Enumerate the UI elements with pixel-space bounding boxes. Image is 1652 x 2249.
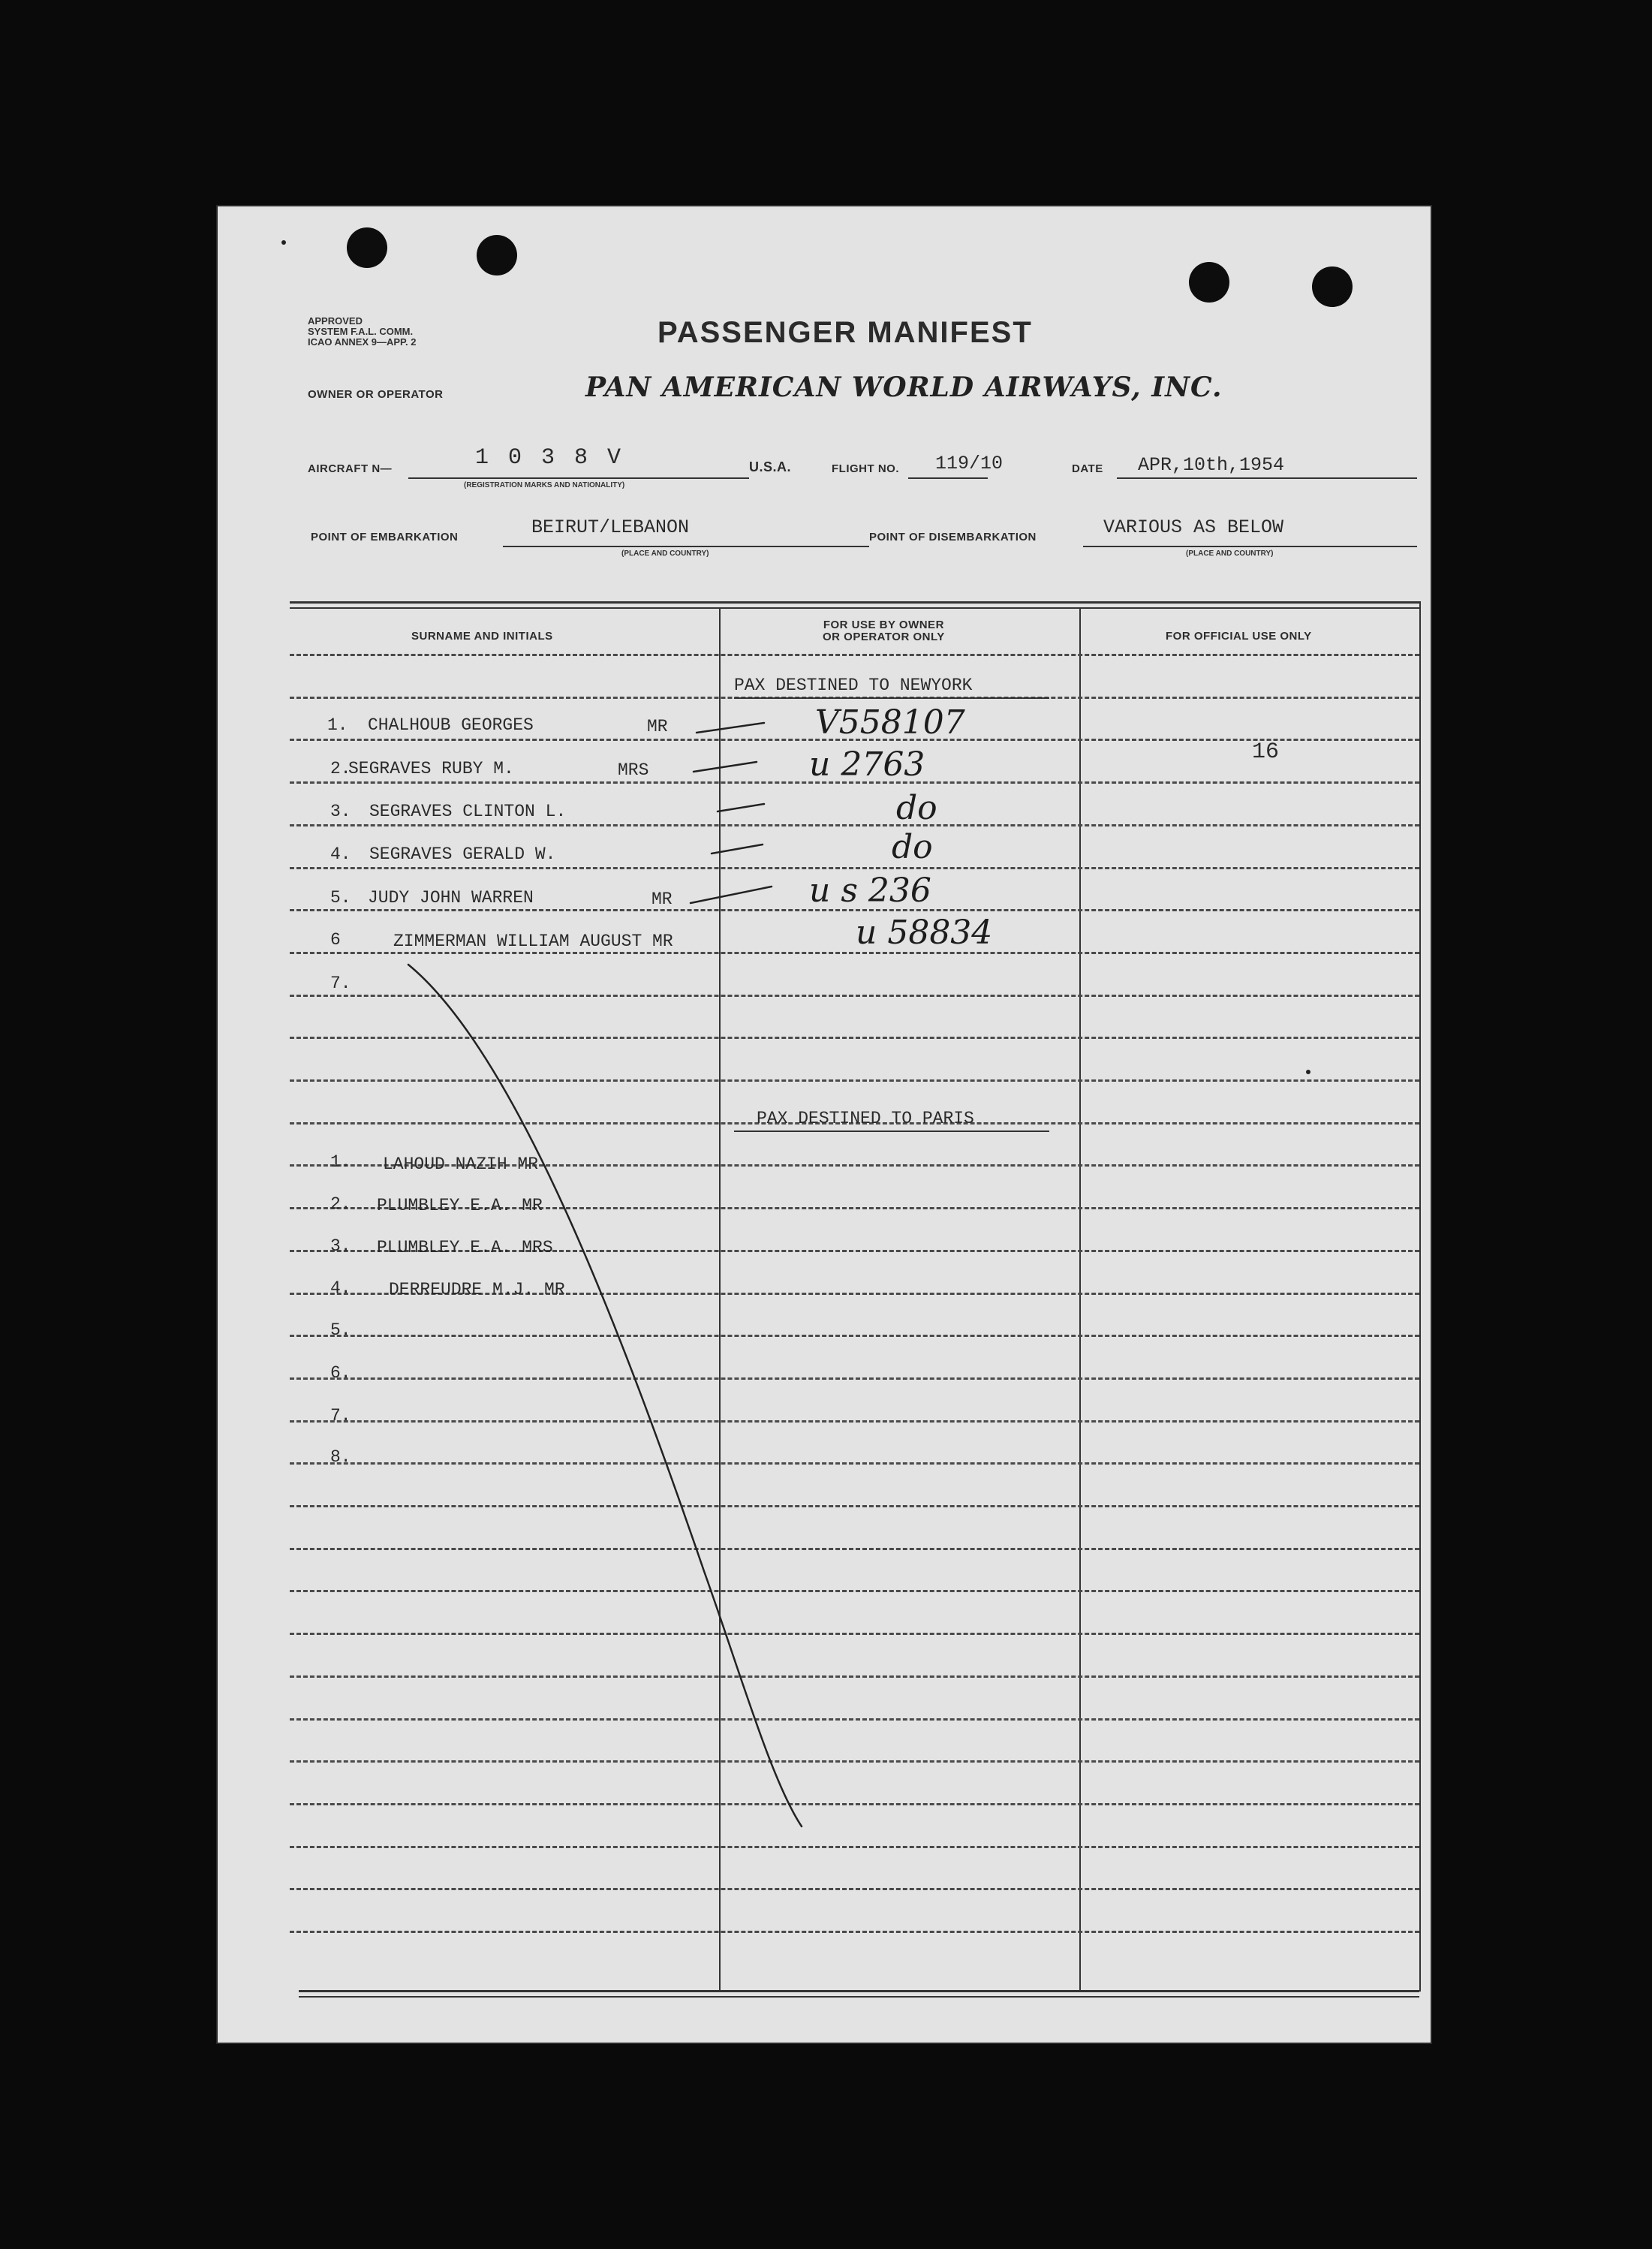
- disembark-value: VARIOUS AS BELOW: [1103, 516, 1284, 538]
- passport-note: u 58834: [856, 914, 993, 952]
- passenger-name: CHALHOUB GEORGES: [368, 715, 534, 735]
- passport-note: u s 236: [809, 872, 931, 910]
- list-item-number: 7.: [330, 1406, 351, 1426]
- owner-label: OWNER OR OPERATOR: [308, 388, 444, 401]
- approval-line: SYSTEM F.A.L. COMM.: [308, 326, 414, 337]
- passenger-name: SEGRAVES RUBY M.: [348, 759, 514, 778]
- passport-note: V558107: [815, 703, 965, 742]
- flight-date: APR,10th,1954: [1138, 454, 1285, 476]
- newyork-heading: PAX DESTINED TO NEWYORK: [734, 676, 973, 695]
- surname-header: SURNAME AND INITIALS: [411, 630, 553, 643]
- flight-number: 119/10: [935, 453, 1004, 474]
- passenger-name: JUDY JOHN WARREN: [368, 888, 534, 908]
- list-item-number: 2.: [330, 759, 351, 778]
- speck: [281, 240, 286, 245]
- owner-use-line: OR OPERATOR ONLY: [823, 631, 945, 643]
- embark-label: POINT OF EMBARKATION: [311, 531, 459, 543]
- list-item-number: 5.: [330, 1320, 351, 1340]
- list-item-number: 6.: [330, 1363, 351, 1383]
- aircraft-label: AIRCRAFT N—: [308, 462, 393, 475]
- passport-note: do: [896, 789, 937, 827]
- official-mark: 16: [1252, 739, 1280, 765]
- passport-note: u 2763: [809, 745, 925, 784]
- list-item-number: 4.: [330, 1278, 351, 1298]
- approval-line: APPROVED: [308, 315, 363, 327]
- embark-value: BEIRUT/LEBANON: [531, 516, 690, 538]
- approval-line: ICAO ANNEX 9—APP. 2: [308, 336, 417, 348]
- owner-use-line: FOR USE BY OWNER: [823, 619, 944, 631]
- list-item-number: 1.: [327, 715, 348, 735]
- list-item-number: 6: [330, 930, 341, 950]
- list-item-number: 2.: [330, 1194, 351, 1214]
- passenger-title: MRS: [618, 760, 649, 780]
- list-item-number: 3.: [330, 802, 351, 821]
- passenger-name: SEGRAVES GERALD W.: [369, 845, 556, 864]
- passport-note: do: [892, 828, 933, 866]
- list-item-number: 3.: [330, 1236, 351, 1256]
- passenger-title: MR: [651, 890, 673, 909]
- manifest-sheet: [216, 205, 1432, 2044]
- tick-dash: [718, 804, 764, 811]
- tick-dash: [694, 762, 757, 772]
- list-item-number: 8.: [330, 1447, 351, 1467]
- aircraft-number: 1 0 3 8 V: [475, 445, 624, 471]
- pen-marks: [216, 205, 1432, 2044]
- form-title: PASSENGER MANIFEST: [657, 316, 1033, 349]
- flight-label: FLIGHT NO.: [832, 462, 899, 475]
- passenger-title: MR: [647, 717, 668, 736]
- tick-dash: [697, 723, 764, 733]
- tick-dash: [691, 887, 772, 903]
- aircraft-sublabel: (REGISTRATION MARKS AND NATIONALITY): [464, 481, 625, 489]
- disembark-label: POINT OF DISEMBARKATION: [869, 531, 1037, 543]
- list-item-number: 1.: [330, 1152, 351, 1172]
- list-item-number: 5.: [330, 888, 351, 908]
- embark-sublabel: (PLACE AND COUNTRY): [621, 549, 709, 558]
- date-label: DATE: [1072, 462, 1103, 475]
- country-code: U.S.A.: [749, 459, 792, 474]
- list-item-number: 7.: [330, 974, 351, 993]
- official-header: FOR OFFICIAL USE ONLY: [1166, 630, 1312, 643]
- disembark-sublabel: (PLACE AND COUNTRY): [1186, 549, 1274, 558]
- company-name: PAN AMERICAN WORLD AIRWAYS, INC.: [585, 372, 1223, 403]
- speck: [1306, 1070, 1310, 1074]
- passenger-name: PLUMBLEY E.A. MRS: [377, 1238, 553, 1257]
- strike-line: [408, 965, 802, 1826]
- list-item-number: 4.: [330, 845, 351, 864]
- tick-dash: [712, 845, 763, 854]
- passenger-name: SEGRAVES CLINTON L.: [369, 802, 567, 821]
- passenger-name: LAHOUD NAZIH MR: [383, 1155, 539, 1174]
- passenger-name: DERREUDRE M.J. MR: [389, 1280, 565, 1299]
- passenger-name: PLUMBLEY E.A. MR: [377, 1196, 543, 1215]
- passenger-name: ZIMMERMAN WILLIAM AUGUST MR: [393, 932, 673, 951]
- paris-heading: PAX DESTINED TO PARIS: [757, 1109, 974, 1128]
